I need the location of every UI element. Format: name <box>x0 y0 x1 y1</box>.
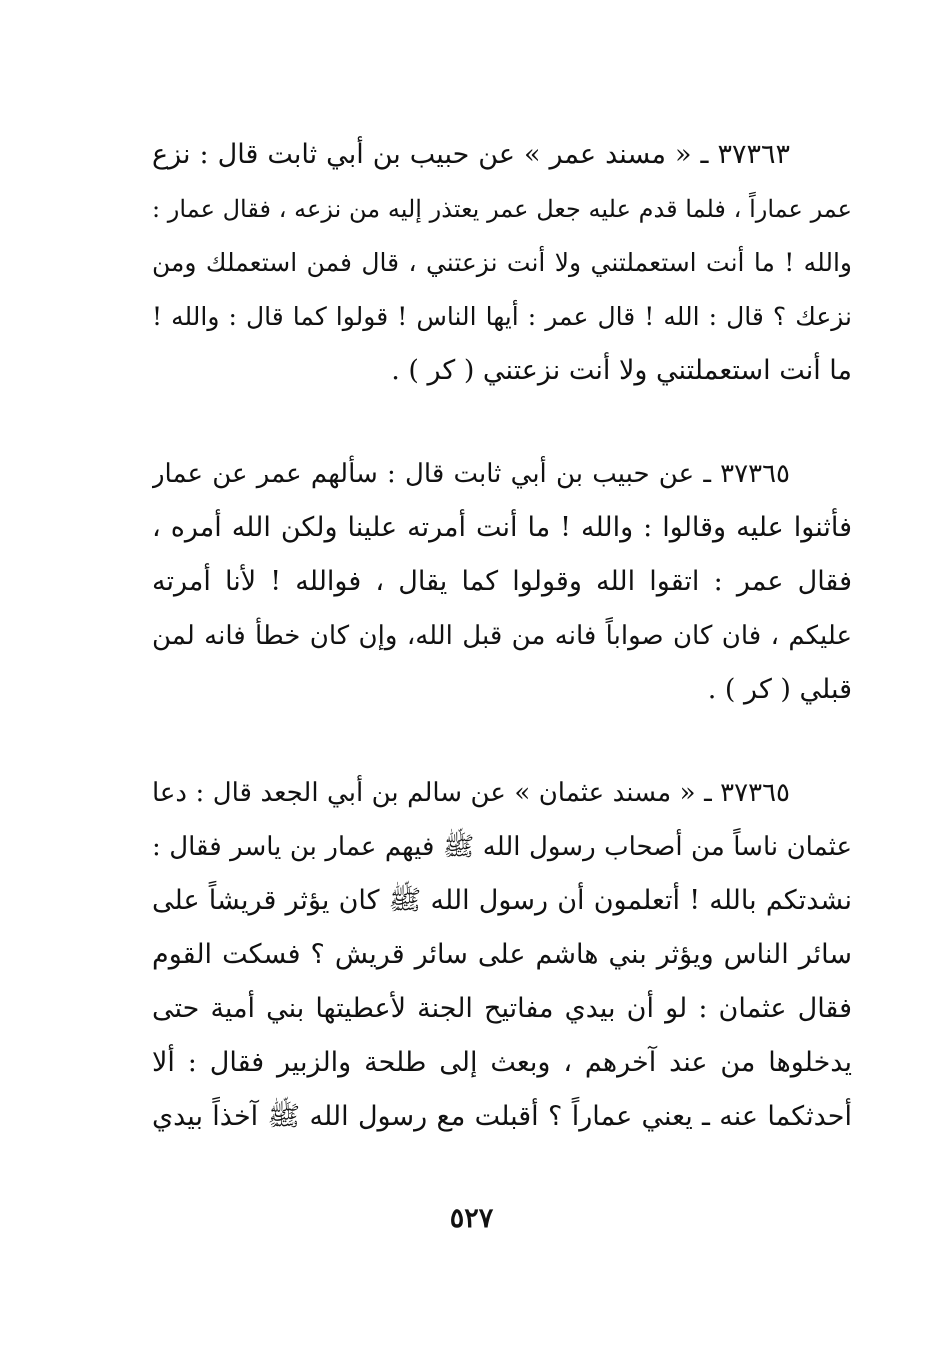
text-line: سائر الناس ويؤثر بني هاشم على سائر قريش ؟ فسكت القوم <box>152 939 852 970</box>
text-line: فقال عمر : اتقوا الله وقولوا كما يقال ، فوالله ! لأنا أمرته <box>152 566 852 597</box>
hadith-37363-paragraph <box>152 128 852 398</box>
text-line: ٣٧٣٦٥ ـ « مسند عثمان » عن سالم بن أبي الجعد قال : دعا <box>152 778 790 808</box>
text-line: عمر عماراً ، فلما قدم عليه جعل عمر يعتذر إليه من نزعه ، فقال عمار : <box>152 195 852 223</box>
text-line: نزعك ؟ قال : الله ! قال عمر : أيها الناس ! قولوا كما قال : والله ! <box>152 302 852 331</box>
text-line: قبلي ( كر ) . <box>707 674 852 705</box>
text-line: عليكم ، فان كان صواباً فانه من قبل الله، وإن كان خطأ فانه لمن <box>152 621 852 651</box>
text-line: نشدتكم بالله ! أتعلمون أن رسول الله ﷺ كان يؤثر قريشاً على <box>152 885 852 916</box>
text-line: فقال عثمان : لو أن بيدي مفاتيح الجنة لأعطيتها بني أمية حتى <box>152 993 852 1024</box>
text-line: ٣٧٣٦٣ ـ « مسند عمر » عن حبيب بن أبي ثابت قال : نزع <box>152 139 790 170</box>
text-line: يدخلوها من عند آخرهم ، وبعث إلى طلحة والزبير فقال : ألا <box>152 1047 852 1078</box>
text-line: فأثنوا عليه وقالوا : والله ! ما أنت أمرته علينا ولكن الله أمره ، <box>152 512 852 543</box>
text-line: عثمان ناساً من أصحاب رسول الله ﷺ فيهم عمار بن ياسر فقال : <box>152 832 852 862</box>
page-number: ٥٢٧ <box>449 1203 494 1234</box>
text-line: ٣٧٣٦٥ ـ عن حبيب بن أبي ثابت قال : سألهم عمر عن عمار <box>152 459 790 489</box>
text-line: والله ! ما أنت استعملتني ولا أنت نزعتني ، قال فمن استعملك ومن <box>152 248 852 277</box>
hadith-37366-paragraph <box>152 766 852 1144</box>
text-line: أحدثكما عنه ـ يعني عماراً ؟ أقبلت مع رسول الله ﷺ آخذاً بيدي <box>152 1101 852 1132</box>
hadith-37365-paragraph <box>152 447 852 717</box>
text-line: ما أنت استعملتني ولا أنت نزعتني ( كر ) . <box>391 355 852 386</box>
